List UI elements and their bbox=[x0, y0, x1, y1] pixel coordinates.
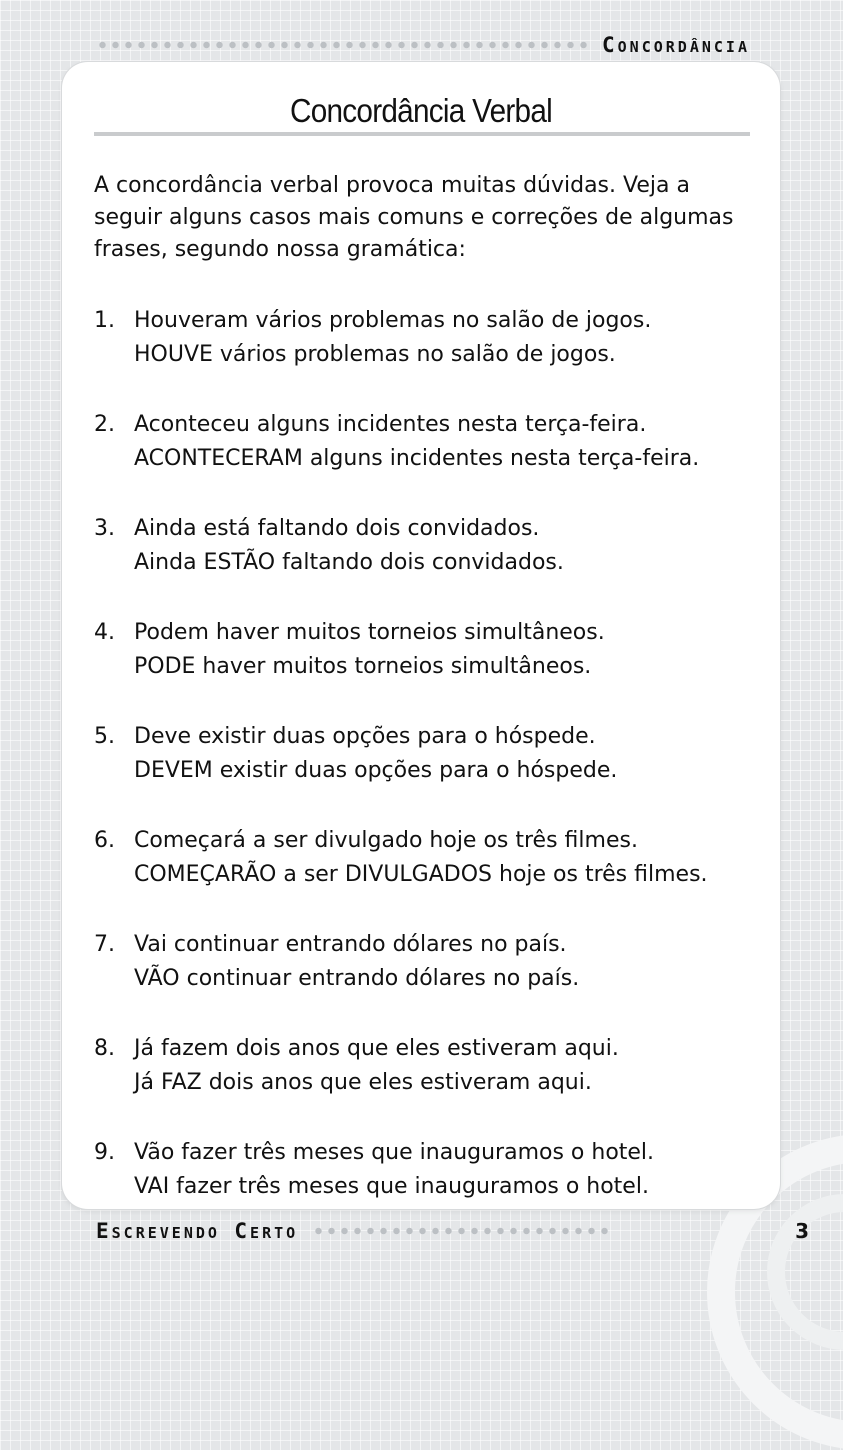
item-number: 4. bbox=[94, 620, 115, 645]
page-number: 3 bbox=[795, 1219, 809, 1243]
incorrect-sentence: Deve existir duas opções para o hóspede. bbox=[134, 724, 596, 749]
correct-sentence: Já FAZ dois anos que eles estiveram aqui. bbox=[134, 1070, 592, 1095]
intro-paragraph: A concordância verbal provoca muitas dúvidas. Veja a seguir alguns casos mais comuns e correções de algumas frases, segundo nossa gramática: bbox=[94, 173, 734, 262]
list-item bbox=[94, 616, 764, 720]
correct-sentence: VAI fazer três meses que inauguramos o hotel. bbox=[134, 1174, 649, 1199]
title-divider bbox=[94, 132, 750, 136]
page-footer bbox=[96, 1216, 809, 1246]
list-item bbox=[94, 720, 764, 824]
item-number: 7. bbox=[94, 932, 115, 957]
item-number: 2. bbox=[94, 412, 115, 437]
incorrect-sentence: Já fazem dois anos que eles estiveram aqui. bbox=[134, 1036, 619, 1061]
item-number: 5. bbox=[94, 724, 115, 749]
correct-sentence: HOUVE vários problemas no salão de jogos. bbox=[134, 342, 616, 367]
item-number: 3. bbox=[94, 516, 115, 541]
correct-sentence: Ainda ESTÃO faltando dois convidados. bbox=[134, 550, 564, 575]
correct-sentence: COMEÇARÃO a ser DIVULGADOS hoje os três filmes. bbox=[134, 862, 708, 887]
item-number: 1. bbox=[94, 308, 115, 333]
incorrect-sentence: Vai continuar entrando dólares no país. bbox=[134, 932, 567, 957]
dotted-rule bbox=[96, 41, 588, 49]
correct-sentence: DEVEM existir duas opções para o hóspede. bbox=[134, 758, 618, 783]
item-number: 8. bbox=[94, 1036, 115, 1061]
correct-sentence: VÃO continuar entrando dólares no país. bbox=[134, 966, 580, 991]
incorrect-sentence: Ainda está faltando dois convidados. bbox=[134, 516, 540, 541]
item-number: 6. bbox=[94, 828, 115, 853]
correct-sentence: PODE haver muitos torneios simultâneos. bbox=[134, 654, 592, 679]
list-item bbox=[94, 928, 764, 1032]
page-title: Concordância Verbal bbox=[289, 92, 553, 129]
page-header bbox=[96, 30, 750, 60]
list-item bbox=[94, 408, 764, 512]
book-title: ESCREVENDO CERTO bbox=[96, 1219, 299, 1243]
content-card bbox=[62, 62, 780, 1209]
correct-sentence: ACONTECERAM alguns incidentes nesta terça-feira. bbox=[134, 446, 700, 471]
section-title: CONCORDÂNCIA bbox=[602, 33, 750, 57]
incorrect-sentence: Podem haver muitos torneios simultâneos. bbox=[134, 620, 605, 645]
dotted-rule bbox=[312, 1227, 612, 1235]
list-item bbox=[94, 512, 764, 616]
incorrect-sentence: Aconteceu alguns incidentes nesta terça-feira. bbox=[134, 412, 647, 437]
list-item bbox=[94, 304, 764, 408]
incorrect-sentence: Começará a ser divulgado hoje os três filmes. bbox=[134, 828, 638, 853]
list-item bbox=[94, 1032, 764, 1136]
item-number: 9. bbox=[94, 1140, 115, 1165]
list-item bbox=[94, 824, 764, 928]
incorrect-sentence: Houveram vários problemas no salão de jogos. bbox=[134, 308, 652, 333]
incorrect-sentence: Vão fazer três meses que inauguramos o hotel. bbox=[134, 1140, 655, 1165]
examples-list bbox=[94, 304, 764, 1240]
